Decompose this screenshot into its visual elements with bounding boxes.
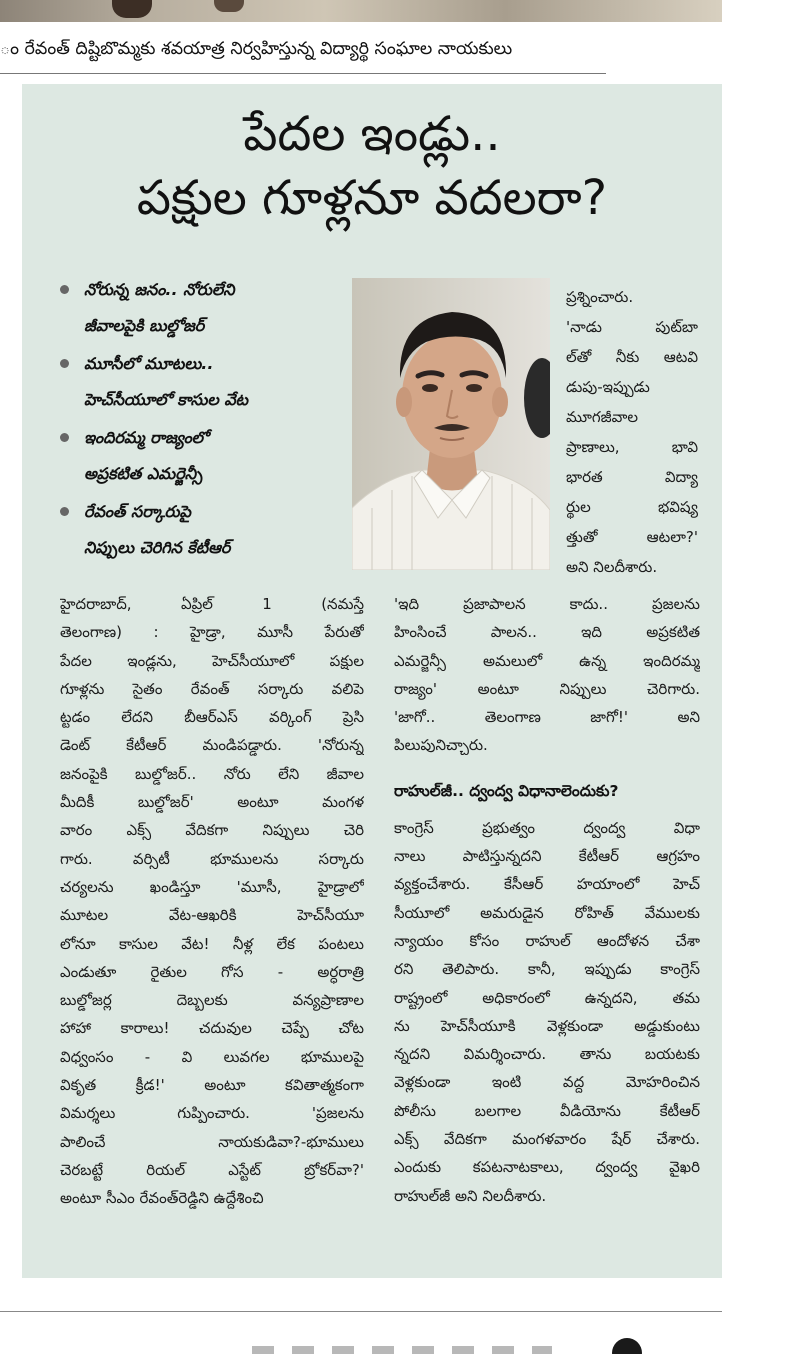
body-line: కాంగ్రెస్ ప్రభుత్వం ద్వంద్వ విధా bbox=[394, 818, 700, 837]
page-divider bbox=[0, 1311, 722, 1312]
body-line: త్తుతో ఆటలా?' bbox=[566, 528, 698, 546]
body-line: సీయూలో అమరుడైన రోహిత్ వేములకు bbox=[394, 903, 700, 922]
body-line: ట్టడం లేదని బీఆర్‌ఎస్ వర్కింగ్ ప్రెసి bbox=[60, 708, 364, 727]
caption-divider bbox=[0, 73, 606, 74]
highlights-list bbox=[58, 272, 350, 568]
body-line: వికృత క్రీడ!' అంటూ కవితాత్మకంగా bbox=[60, 1076, 364, 1095]
body-column-left bbox=[60, 590, 364, 1213]
body-line: భారత విద్యా bbox=[566, 468, 698, 486]
body-line: వారం ఎక్స్ వేదికగా నిప్పులు చెరి bbox=[60, 821, 364, 840]
highlight-text: నోరున్న జనం.. నోరులేని bbox=[84, 280, 235, 299]
highlight-item bbox=[58, 494, 350, 566]
highlight-text: హెచ్‌సీయూలో కాసుల వేట bbox=[84, 390, 249, 409]
highlight-item bbox=[58, 346, 350, 418]
body-line: మూగజీవాల bbox=[566, 408, 638, 426]
body-line: ఎమర్జెన్సీ అమలులో ఉన్న ఇందిరమ్మ bbox=[394, 651, 700, 670]
body-line: అని నిలదీశారు. bbox=[566, 558, 658, 576]
section-subheading: రాహుల్‌జీ.. ద్వంద్వ విధానాలెందుకు? bbox=[394, 781, 619, 800]
photo-shoe-detail bbox=[214, 0, 244, 12]
body-line: డెంట్ కేటీఆర్ మండిపడ్డారు. 'నోరున్న bbox=[60, 736, 364, 755]
body-line: బుల్డోజర్ల దెబ్బలకు వన్యప్రాణాల bbox=[60, 991, 364, 1010]
body-line: విమర్శలు గుప్పించారు. 'ప్రజలను bbox=[60, 1104, 364, 1123]
highlight-text: ఇందిరమ్మ రాజ్యంలో bbox=[84, 428, 209, 447]
body-line: ల్‌తో నీకు ఆటవి bbox=[566, 348, 698, 366]
body-line: చర్యలను ఖండిస్తూ 'మూసీ, హైడ్రాలో bbox=[60, 877, 364, 896]
body-line: రని తెలిపారు. కానీ, ఇప్పుడు కాంగ్రెస్ bbox=[394, 960, 700, 979]
body-line: అంటూ సీఎం రేవంత్‌రెడ్డిని ఉద్దేశించి bbox=[60, 1189, 264, 1208]
body-line: హైదరాబాద్, ఏప్రిల్ 1 (నమస్తే bbox=[60, 595, 364, 613]
body-line: ర్థుల భవిష్య bbox=[566, 498, 698, 516]
body-line: న్యాయం కోసం రాహుల్ ఆందోళన చేశా bbox=[394, 931, 700, 950]
highlight-item bbox=[58, 420, 350, 492]
body-line: రాహుల్‌జీ అని నిలదీశారు. bbox=[394, 1186, 547, 1205]
headline-line: పేదల ఇండ్లు.. bbox=[243, 106, 501, 162]
body-line: మూటల వేట-ఆఖరికి హెచ్‌సీయూ bbox=[60, 906, 364, 925]
body-line: ప్రశ్నించారు. bbox=[566, 288, 634, 306]
highlight-item bbox=[58, 272, 350, 344]
body-line: ప్రాణాలు, భావి bbox=[566, 438, 698, 456]
highlight-text: నిప్పులు చెరిగిన కేటీఆర్ bbox=[84, 538, 231, 557]
body-line: హింసించే పాలన.. ఇది అప్రకటిత bbox=[394, 623, 700, 642]
paragraph-gap bbox=[394, 760, 700, 776]
body-line: ఎందుకు కపటనాటకాలు, ద్వంద్వ వైఖరి bbox=[394, 1158, 700, 1177]
body-line: న్నదని విమర్శించారు. తాను బయటకు bbox=[394, 1045, 700, 1064]
next-article-fragment bbox=[612, 1338, 642, 1354]
body-line: వ్యక్తంచేశారు. కేసీఆర్ హయాంలో హెచ్ bbox=[394, 875, 700, 894]
body-line: ను హెచ్‌సీయూకి వెళ్లకుండా అడ్డుకుంటు bbox=[394, 1016, 700, 1035]
body-line: 'నాడు పుట్‌బా bbox=[566, 318, 698, 336]
bullet-dot-icon bbox=[60, 285, 69, 294]
body-line: జనంపైకి బుల్డోజర్.. నోరు లేని జీవాల bbox=[60, 764, 364, 783]
top-photo-strip bbox=[0, 0, 722, 22]
body-line: లోనూ కాసుల వేట! నీళ్ల లేక పంటలు bbox=[60, 934, 364, 953]
body-line: గూళ్లను సైతం రేవంత్ సర్కారు వలిపె bbox=[60, 679, 364, 698]
body-line: గారు. వర్సిటీ భూములను సర్కారు bbox=[60, 849, 364, 868]
body-line: నాలు పాటిస్తున్నదని కేటీఆర్ ఆగ్రహం bbox=[394, 847, 700, 866]
body-line: ఎండుతూ రైతుల గోస - అర్ధరాత్రి bbox=[60, 962, 364, 981]
bullet-dot-icon bbox=[60, 433, 69, 442]
body-line: పేదల ఇండ్లను, హెచ్‌సీయూలో పక్షుల bbox=[60, 651, 364, 670]
bullet-dot-icon bbox=[60, 507, 69, 516]
body-line: మీదికీ బుల్డోజర్' అంటూ మంగళ bbox=[60, 793, 364, 812]
body-line: విధ్వంసం - వి లువగల భూములపై bbox=[60, 1047, 364, 1066]
body-line: రాజ్యం' అంటూ నిప్పులు చెరిగారు. bbox=[394, 679, 700, 698]
highlight-text: మూసీలో మూటలు.. bbox=[84, 354, 214, 373]
next-headline-fragment bbox=[252, 1346, 552, 1354]
portrait-photo bbox=[352, 278, 550, 570]
body-line: పోలీసు బలగాల వీడియోను కేటీఆర్ bbox=[394, 1101, 700, 1120]
body-line: పాలించే నాయకుడివా?-భూములు bbox=[60, 1132, 364, 1151]
photo-caption: ం రేవంత్ దిష్టిబొమ్మకు శవయాత్ర నిర్వహిస్తున్న విద్యార్థి సంఘాల నాయకులు bbox=[0, 39, 513, 59]
portrait-illustration bbox=[352, 278, 550, 570]
headline-line: పక్షుల గూళ్లనూ వదలరా? bbox=[136, 170, 608, 226]
body-line: తెలంగాణ) : హైడ్రా, మూసీ పేరుతో bbox=[60, 623, 364, 642]
body-line: ఎక్స్ వేదికగా మంగళవారం షేర్ చేశారు. bbox=[394, 1130, 700, 1149]
body-line: 'ఇది ప్రజాపాలన కాదు.. ప్రజలను bbox=[394, 595, 700, 613]
body-line: 'జాగో.. తెలంగాణ జాగో!' అని bbox=[394, 708, 700, 727]
body-line: పిలుపునిచ్చారు. bbox=[394, 736, 488, 755]
body-column-right bbox=[394, 590, 700, 1210]
article-headline bbox=[22, 102, 722, 230]
highlight-text: రేవంత్ సర్కారుపై bbox=[84, 502, 191, 521]
highlight-text: జీవాలపైకి బుల్డోజర్ bbox=[84, 316, 205, 335]
photo-shoe-detail bbox=[112, 0, 152, 18]
highlight-text: అప్రకటిత ఎమర్జెన్సీ bbox=[84, 464, 203, 483]
body-line: వెళ్లకుండా ఇంటి వద్ద మోహరించిన bbox=[394, 1073, 700, 1092]
body-line: డుపు-ఇప్పుడు bbox=[566, 378, 650, 396]
body-line: రాష్ట్రంలో అధికారంలో ఉన్నదని, తమ bbox=[394, 988, 700, 1007]
body-line: చెరబట్టే రియల్ ఎస్టేట్ బ్రోకర్‌వా?' bbox=[60, 1160, 364, 1179]
bullet-dot-icon bbox=[60, 359, 69, 368]
body-line: హాహా కారాలు! చదువుల చెప్పే చోట bbox=[60, 1019, 364, 1038]
side-column bbox=[566, 282, 698, 582]
